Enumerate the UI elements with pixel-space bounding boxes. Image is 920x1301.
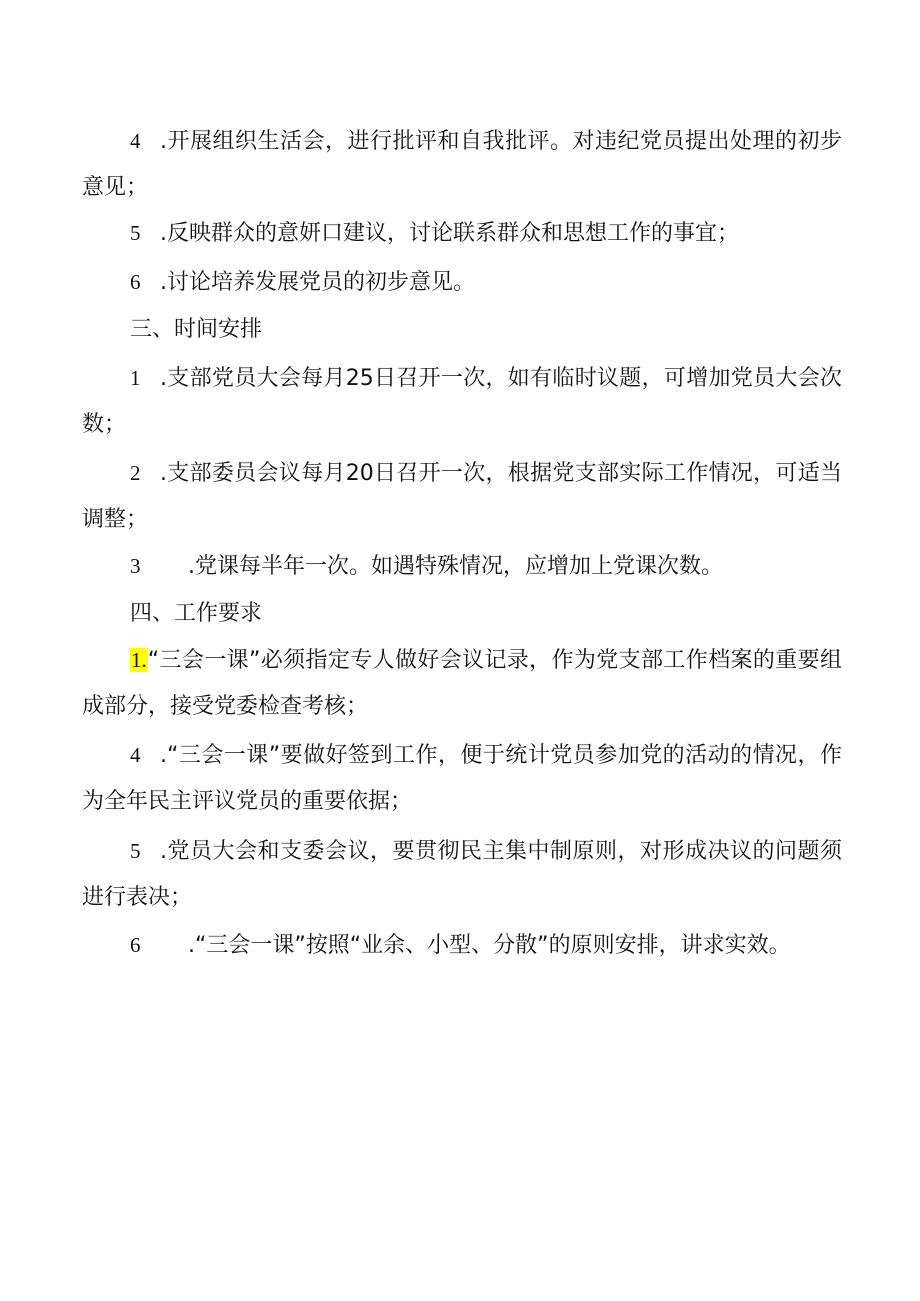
list-item: [82, 210, 842, 257]
item-number: 2: [130, 461, 141, 485]
list-item: [82, 922, 842, 969]
list-item: [82, 450, 842, 543]
list-item: [82, 828, 842, 921]
item-number-highlighted: 1.: [131, 648, 147, 672]
list-item: [82, 732, 842, 825]
section-heading: 三、时间安排: [130, 317, 263, 342]
item-text: .“三会一课”按照“业余、小型、分散”的原则安排，讲求实效。: [188, 933, 791, 958]
item-number: 5: [130, 221, 141, 245]
item-text: .党课每半年一次。如遇特殊情况，应增加上党课次数。: [188, 554, 723, 579]
list-item: [82, 259, 842, 306]
item-text: .党员大会和支委会议，要贯彻民主集中制原则，对形成决议的问题须进行表决；: [82, 839, 842, 910]
item-text: .讨论培养发展党员的初步意见。: [160, 270, 475, 295]
section-heading: 四、工作要求: [130, 601, 263, 626]
item-number: 3: [130, 554, 141, 578]
item-text: .支部委员会议每月20日召开一次，根据党支部实际工作情况，可适当调整；: [82, 461, 842, 532]
item-number: 1: [130, 366, 141, 390]
item-number: 4: [130, 129, 141, 153]
item-text: .开展组织生活会，进行批评和自我批评。对违纪党员提出处理的初步意见；: [82, 129, 842, 200]
item-text: .支部党员大会每月25日召开一次，如有临时议题，可增加党员大会次数；: [82, 366, 842, 437]
item-number: 4: [130, 743, 141, 767]
item-text: .反映群众的意妍口建议，讨论联系群众和思想工作的事宜；: [160, 221, 739, 246]
list-item: [82, 543, 842, 590]
list-item: [82, 355, 842, 448]
item-number: 5: [130, 839, 141, 863]
item-text: .“三会一课”要做好签到工作，便于统计党员参加党的活动的情况，作为全年民主评议党员的重要依据；: [82, 743, 842, 814]
item-number: 6: [130, 933, 141, 957]
item-text: “三会一课”必须指定专人做好会议记录，作为党支部工作档案的重要组成部分，接受党委检查考核；: [82, 648, 842, 719]
list-item: [82, 637, 842, 730]
item-number: 6: [130, 270, 141, 294]
list-item: [82, 118, 842, 211]
